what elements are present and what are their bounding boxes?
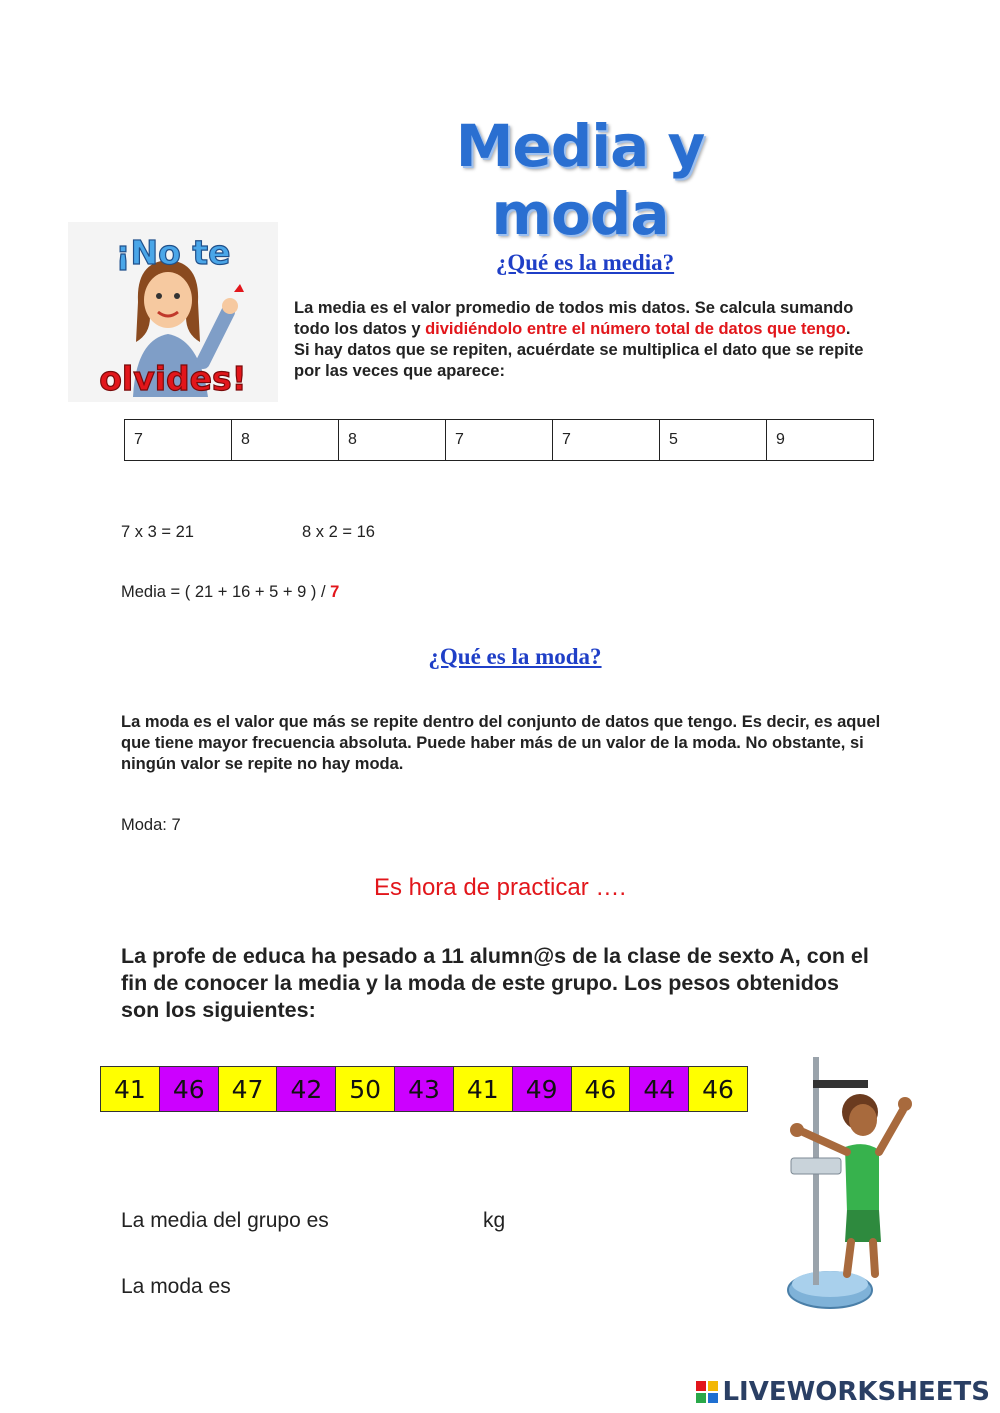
practice-title: Es hora de practicar …. — [373, 874, 627, 901]
media-formula-text: Media = ( 21 + 16 + 5 + 9 ) / — [121, 583, 331, 601]
multiplication-1: 7 x 3 = 21 — [121, 523, 194, 541]
weight-cell: 41 — [453, 1067, 512, 1112]
weight-cell: 46 — [571, 1067, 630, 1112]
data-table — [124, 419, 874, 461]
media-divisor: 7 — [330, 583, 340, 601]
moda-question-label: La moda es — [121, 1275, 231, 1298]
moda-definition: La moda es el valor que más se repite dentro del conjunto de datos que tengo. Es decir, es aquel que tiene mayor frecuencia absoluta. Puede haber más de un valor de la moda. No obstante, si ningún valor se repite no hay moda. — [121, 713, 881, 773]
media-heading: ¿Qué es la media? — [495, 250, 675, 275]
media-text-highlight: dividiéndolo entre el número total de datos que tengo — [425, 320, 846, 338]
no-te-olvides-sticker — [68, 222, 278, 402]
moda-answer-input[interactable] — [252, 1270, 372, 1300]
problem-statement: La profe de educa ha pesado a 11 alumn@s de la clase de sexto A, con el fin de conocer la media y la moda de este grupo. Los pesos obtenidos son los siguientes: — [121, 944, 869, 1022]
weight-cell: 46 — [689, 1067, 748, 1112]
weight-cell: 42 — [277, 1067, 336, 1112]
media-definition — [294, 298, 864, 382]
weight-cell: 46 — [159, 1067, 218, 1112]
media-formula — [121, 583, 339, 602]
data-cell: 8 — [339, 420, 446, 461]
child-on-scale-illustration — [775, 1052, 915, 1320]
moda-heading: ¿Qué es la moda? — [428, 644, 602, 669]
weight-cell: 49 — [512, 1067, 571, 1112]
media-answer-input[interactable] — [356, 1204, 474, 1234]
data-cell: 7 — [125, 420, 232, 461]
sticker-line2: olvides! — [99, 359, 247, 398]
logo-squares-icon — [696, 1381, 718, 1403]
data-cell: 7 — [446, 420, 553, 461]
weight-cell: 50 — [336, 1067, 395, 1112]
media-text-a: La media es el valor promedio de todos mis datos. Se calcula sumando todo los datos y — [294, 299, 854, 338]
page-title: Media y moda — [455, 112, 705, 248]
data-cell: 9 — [767, 420, 874, 461]
data-cell: 7 — [553, 420, 660, 461]
liveworksheets-logo — [696, 1377, 990, 1407]
media-unit: kg — [483, 1209, 506, 1232]
data-cell: 5 — [660, 420, 767, 461]
weight-cell: 41 — [101, 1067, 160, 1112]
media-text-b: . Si hay datos que se repiten, acuérdate se multiplica el dato que se repite por las veces que aparece: — [294, 320, 864, 380]
multiplication-2: 8 x 2 = 16 — [302, 523, 375, 541]
sticker-line1: ¡No te — [115, 233, 231, 272]
data-cell: 8 — [232, 420, 339, 461]
weight-cell: 44 — [630, 1067, 689, 1112]
weights-table — [100, 1066, 748, 1112]
weight-cell: 47 — [218, 1067, 277, 1112]
media-question-label: La media del grupo es — [121, 1209, 329, 1232]
weight-cell: 43 — [395, 1067, 454, 1112]
moda-answer: Moda: 7 — [121, 816, 181, 834]
logo-text: LIVEWORKSHEETS — [722, 1377, 990, 1407]
